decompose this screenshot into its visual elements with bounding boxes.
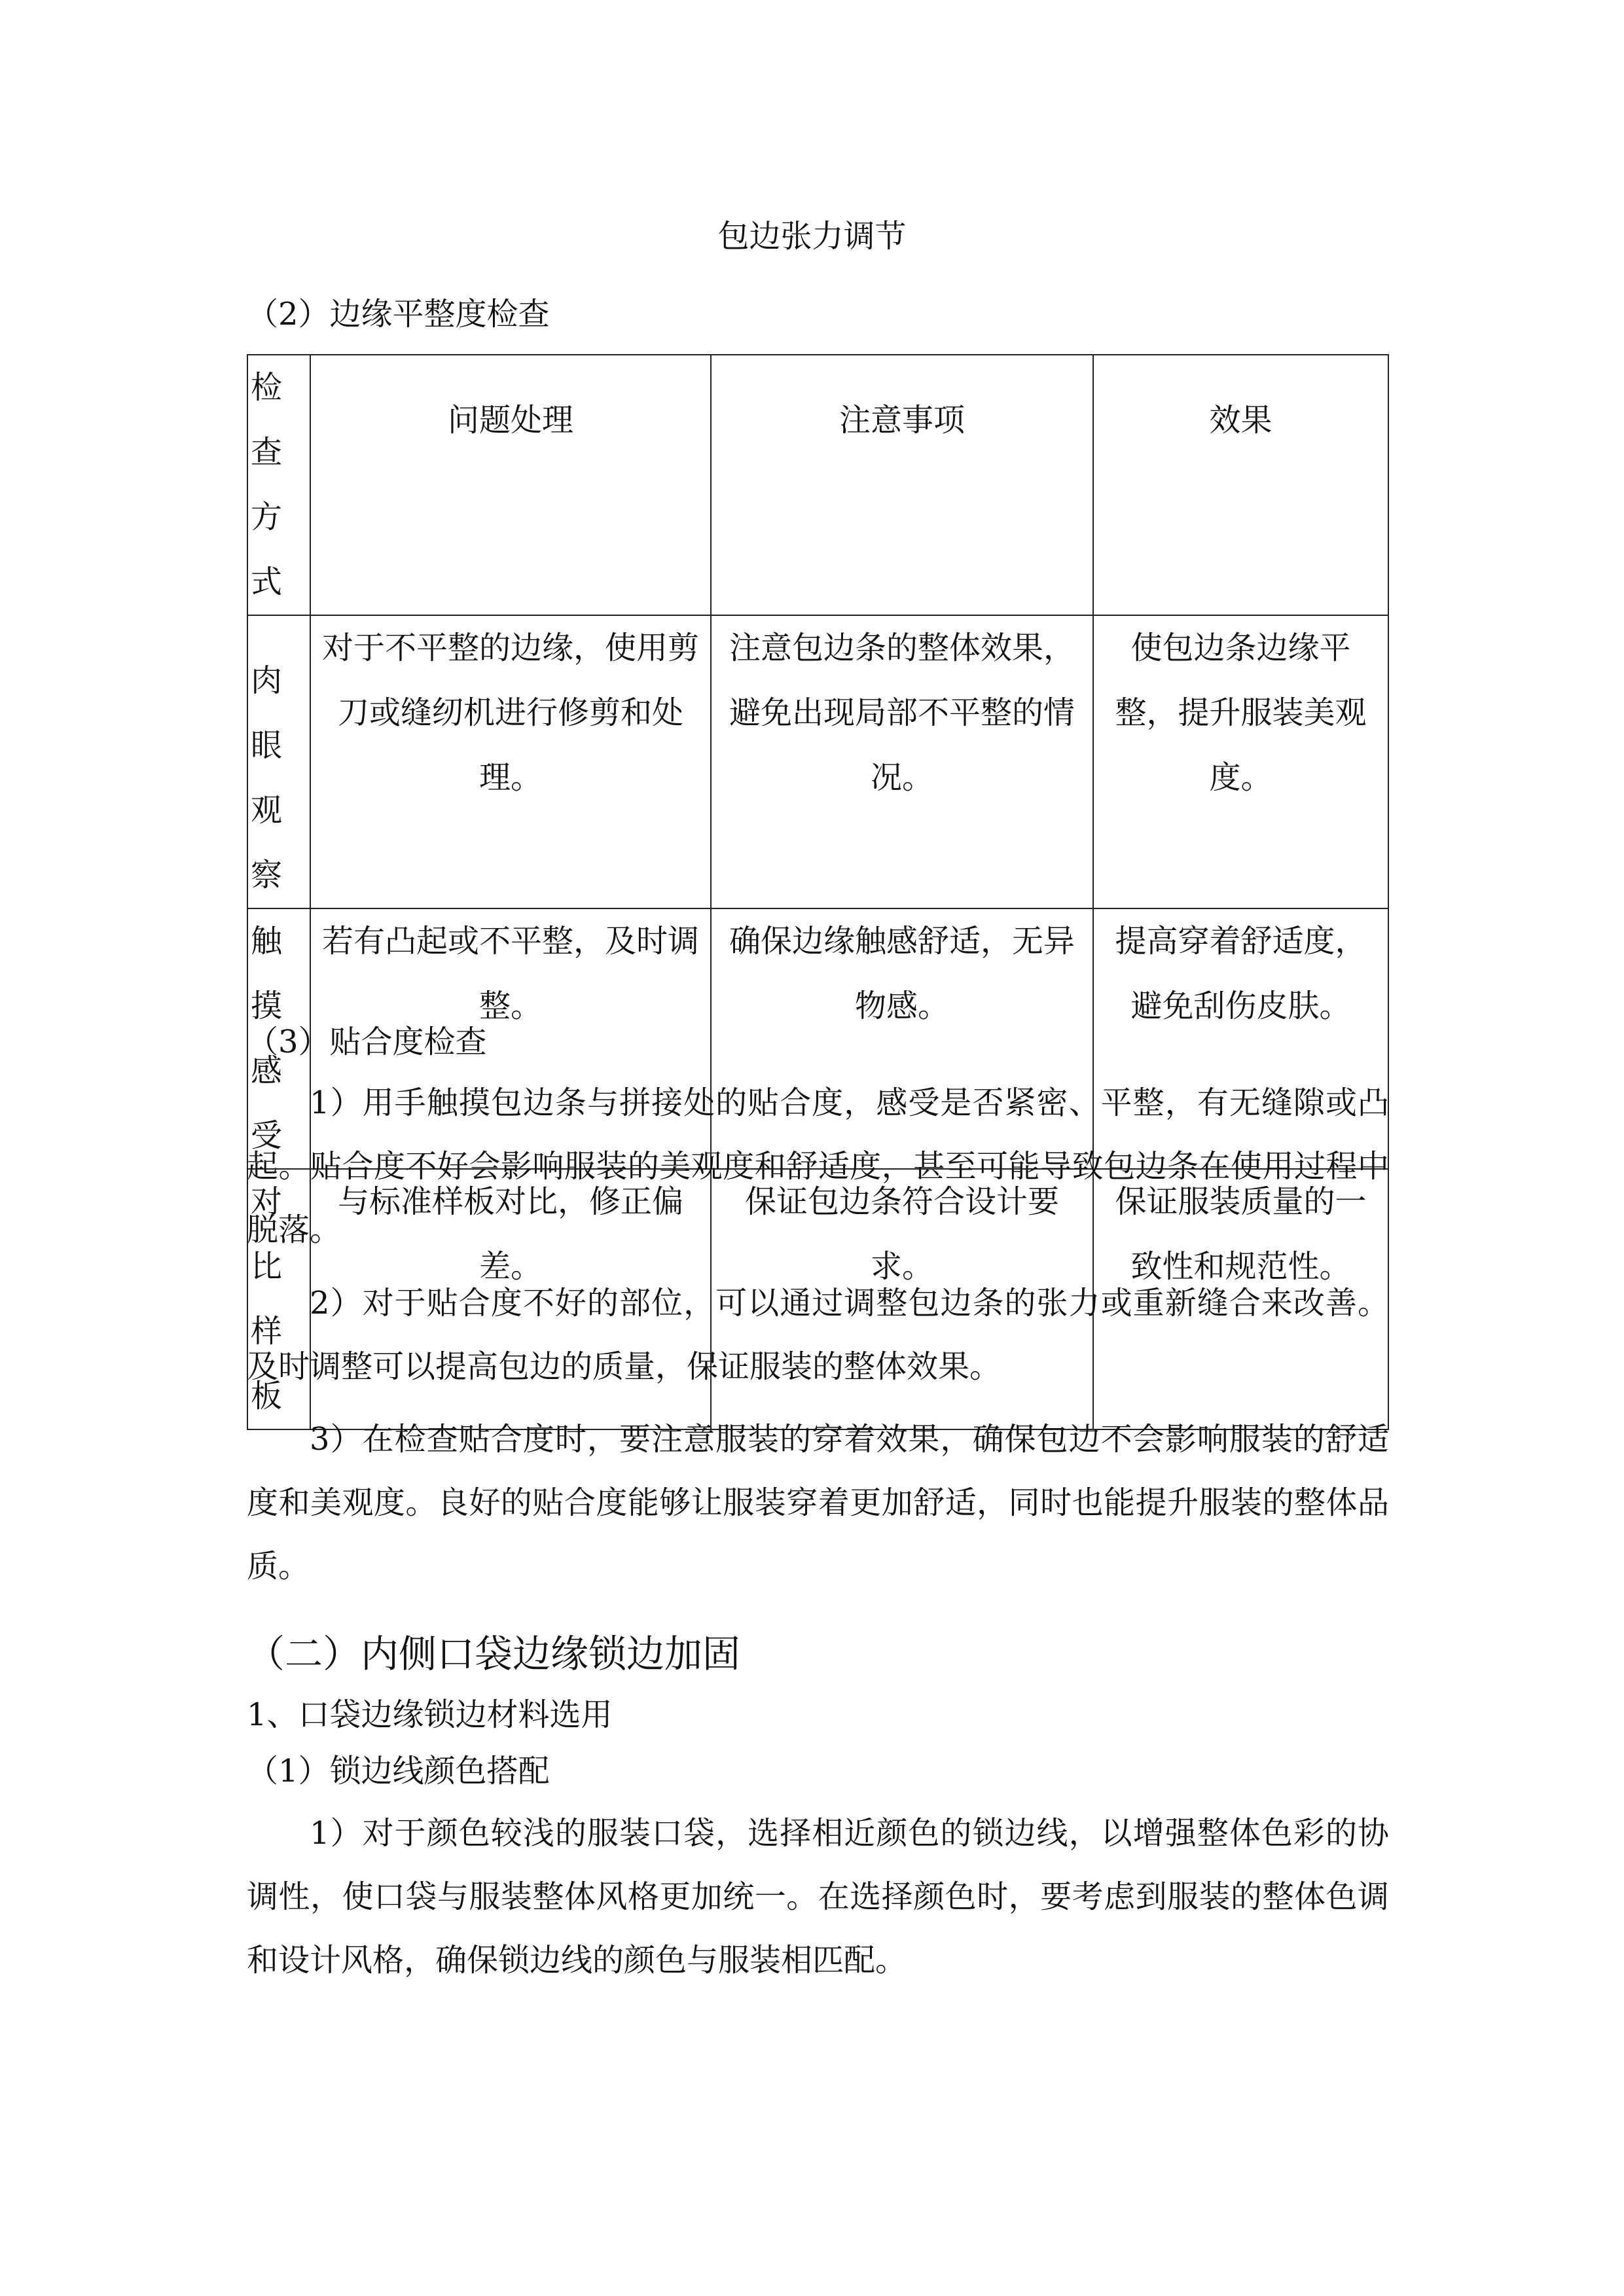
table-cell: 肉眼观察 xyxy=(247,615,310,908)
paragraph: 2）对于贴合度不好的部位，可以通过调整包边条的张力或重新缝合来改善。及时调整可以提高包边的质量，保证服装的整体效果。 xyxy=(247,1285,1389,1385)
table-header-cell: 问题处理 xyxy=(310,355,711,615)
table-cell: 触摸感受 xyxy=(247,908,310,1169)
table-header-row xyxy=(247,355,1388,615)
table-row xyxy=(247,615,1388,908)
table-cell: 使包边条边缘平整，提升服装美观度。 xyxy=(1093,615,1388,908)
section-heading: （3）贴合度检查 xyxy=(247,1024,487,1060)
paragraph: 1）对于颜色较浅的服装口袋，选择相近颜色的锁边线，以增强整体色彩的协调性，使口袋与服装整体风格更加统一。在选择颜色时，要考虑到服装的整体色调和设计风格，确保锁边线的颜色与服装相匹配。 xyxy=(247,1815,1389,1979)
table-header-cell: 效果 xyxy=(1093,355,1388,615)
table-cell: 保证服装质量的一致性和规范性。 xyxy=(1093,1169,1388,1429)
table-cell: 若有凸起或不平整，及时调整。 xyxy=(310,908,711,1169)
table-cell: 与标准样板对比，修正偏差。 xyxy=(310,1169,711,1429)
page-title: 包边张力调节 xyxy=(717,218,907,255)
table-cell: 提高穿着舒适度，避免刮伤皮肤。 xyxy=(1093,908,1388,1169)
table-header-cell: 注意事项 xyxy=(711,355,1093,615)
paragraph: 3）在检查贴合度时，要注意服装的穿着效果，确保包边不会影响服装的舒适度和美观度。良好的贴合度能够让服装穿着更加舒适，同时也能提升服装的整体品质。 xyxy=(247,1421,1389,1585)
table-cell: 对比样板 xyxy=(247,1169,310,1429)
table-cell: 确保边缘触感舒适，无异物感。 xyxy=(711,908,1093,1169)
sub-heading: 1、口袋边缘锁边材料选用 xyxy=(247,1696,613,1733)
section-heading: （2）边缘平整度检查 xyxy=(247,296,550,332)
table-cell: 注意包边条的整体效果，避免出现局部不平整的情况。 xyxy=(711,615,1093,908)
table-cell: 对于不平整的边缘，使用剪刀或缝纫机进行修剪和处理。 xyxy=(310,615,711,908)
paragraph: 1）用手触摸包边条与拼接处的贴合度，感受是否紧密、平整，有无缝隙或凸起。贴合度不好会影响服装的美观度和舒适度，甚至可能导致包边条在使用过程中脱落。 xyxy=(247,1085,1389,1248)
table-header-cell: 检查方式 xyxy=(247,355,310,615)
inspection-table xyxy=(247,354,1389,1430)
sub-sub-heading: （1）锁边线颜色搭配 xyxy=(247,1753,550,1789)
table-cell: 保证包边条符合设计要求。 xyxy=(711,1169,1093,1429)
chapter-heading: （二）内侧口袋边缘锁边加固 xyxy=(247,1632,741,1676)
